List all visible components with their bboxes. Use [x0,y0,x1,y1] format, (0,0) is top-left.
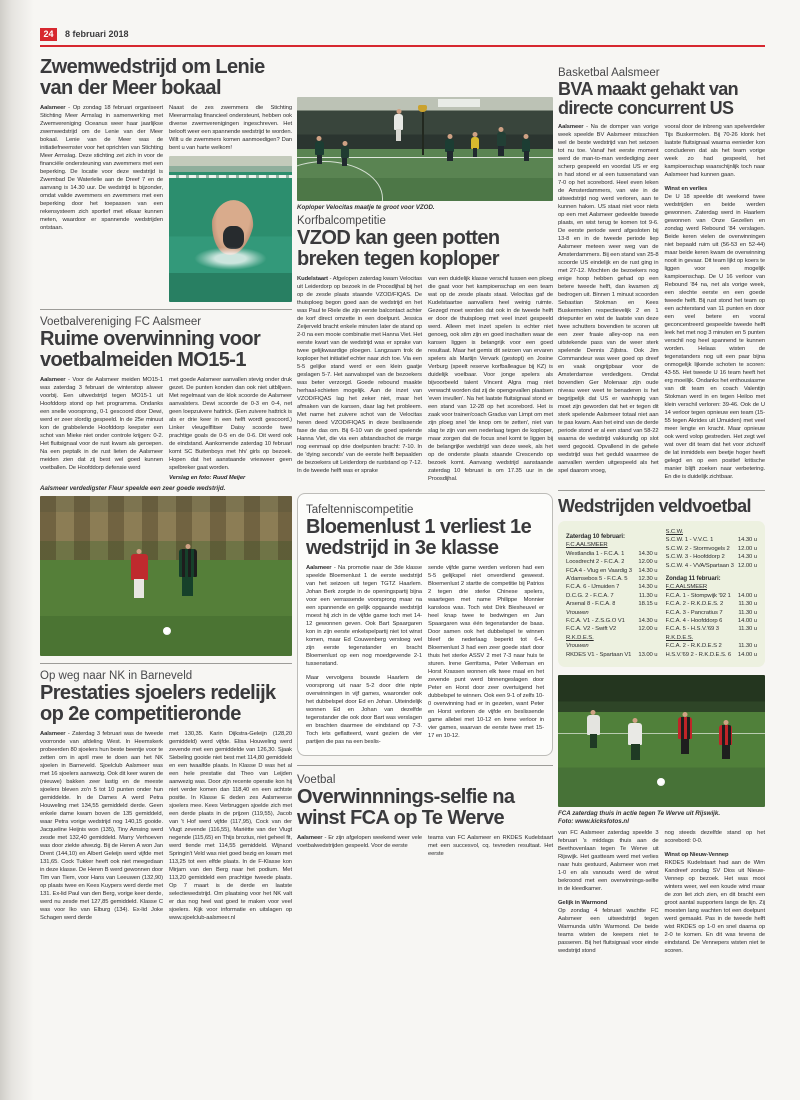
fixture-row: F.C.A. 5 - H.S.V.'69 3 11.30 u [665,626,757,633]
page-date: 8 februari 2018 [65,29,129,39]
fixture-row: F.C.A. 6 - IJmuiden 7 14.30 u [566,584,658,591]
fixture-row: F.C.A. 4 - Hoofddorp 6 14.00 u [665,618,757,625]
middle-column [297,57,553,955]
zwem-col2: Naast de zes zwemmers die Stichting Meerarmslag financieel ondersteunt, hebben ook diverse zwemverenigingen ingeschreven. Het belooft weer een spannende wedstrijd te worden. Wilt u de zwemmers komen aanmoedigen? Dan bent u van harte welkom! [169,104,292,302]
zwem-col1: Aalsmeer - Op zondag 18 februari organiseert Stichting Meer Armslag in samenwerking met Zwemvereniging Oceanus weer haar jaarlijkse zwemwedstrijd om de Lenie van der Meer bokaal. Lenie van de Meer was de initiatiefneemster voor het oprichten van Stichting Meer Armslag. Deze stichting zet zich in voor de financiële ondersteuning van zwemmers met een beperking. De locatie voor deze wedstrijd is Zwembad De Waterlelie aan de Dreef 7 en de aanvang is 14.30 uur. De wedstrijd is bijzonder, omdat valide zwemmers en zwemmers met een beperking door het toepassen van een rekensysteem zich sportief met elkaar kunnen meten, waardoor er spannende wedstrijden ontstaan. [40,105,164,231]
basketbal-col1: Aalsmeer - Na de domper van vorige week speelde BV Aalsmeer misschien wel de beste wedstrijd van het seizoen tot nu toe. Vanaf het eerste moment werd de man-to-man verdediging zeer scherp gespeeld en voordat US er erg in had stond er al een tussenstand van 7-0 op het scorebord. Heel even leken de Amsterdammers, van wie in de uitwedstrijd nog werd verloren, aan te kunnen haken. US staat niet voor niets op een met Aalsmeer gedeelde tweede plaats, en wist terug te komen tot 9-6. De eerste periode werd afgesloten bij 13-8 en in de tweede periode liep Aalsmeer meteen weer weg van de Amsterdammers. Bij een stand van 25-8 scoorde US eindelijk en de rust ging in met 27-12. Mochten de bezoekers nog enige hoop hebben gehad op een betere tweede helft, dan kwamen zij bedrogen uit. Binnen 1 minuut scoorden Sebastian Stokman en Kees Buskermolen respectievelijk 2 en 1 driepunter en wist de laatste van deze twee schutters bovendien te scoren uit een zeer fraaie alley-oop na een uitstekende pass van de weer sterk spelende Dennis Zijlstra. Ook Jim Commandeur was weer goed op dreef en vaak ongrijpbaar voor de Amsterdamse verdedigers. Omdat bovendien Ger Molenaar zijn oude niveau weer weet te benaderen is het begrijpelijk dat US er wanhopig van moet zijn geworden dat het er tegen dit sterk spelende Aalsmeer totaal niet aan te pas kwam. Aan het eind van de derde periode stond er al een stand van 58-22 waarna de wedstrijd vakkundig op slot werd gegooid. Opvallend in de gehele wedstrijd was het geduld waarmee de aanvallen werden uitgespeeld als het spel daarom vroeg, [558,124,659,474]
fixtures-sunday-column [666,528,758,659]
swimmer-trunks [223,226,244,249]
article-korfbal [297,97,553,483]
fixture-row: D.C.G. 2 - F.C.A. 7 11.30 u [566,592,658,599]
player-green-striped [179,549,197,577]
player-dark-3 [445,139,454,152]
fixture-row: Arsenal 8 - F.C.A. 8 18.15 u [566,601,658,608]
article-sjoelers [40,670,292,922]
header-red-rule [40,45,765,47]
sjoelen-col1: Aalsmeer - Zaterdag 3 februari was de tweede voorronde van afdeling West. In Heemskerk probeerden 80 sjoelers hun beste beentje voor te zetten om in april mee te doen aan het NK sjoelen in Barneveld. Sjoelclub Aalsmeer was met 16 sjoelers aanwezig. Ook dit keer waren de (nieuwe) bakken zeer lastig en de meeste sjoelers bleven zo'n 5 tot 10 punten onder hun gemiddelde. In de Dames A werd Petra Houweling met 134,55 gemiddeld derde. Geen enkele dame kwam boven de 135 gemiddeld, waar Petra vorige wedstrijd nog 140,15 gooide. Jacqueline Heijnis won (135), Tiny Amsing werd zesde met 132,40 gemiddeld. Marry Verhoeven was door ziekte afwezig. Bij de Heren A won Jan Drent (144,10) en Albert Geleijn werd vijfde met 131,65. Cock Tukker heeft ook niet meegedaan in deze klasse. De Heren B werd gewonnen door Tim van Tiem, voor Hans van Leeuwen (132,90) op plaats twee en Kees Kuypers werd derde met 131. Ex-lid Paul van den Berg, vorige keer derde, werd nu zesde met 127,85 gemiddeld. Klasse C was voor Iko van Elburg (134). Ex-lid Joke Schagen werd derde [40,731,163,921]
player-white-2 [628,723,642,745]
fca-photo-caption: FCA zaterdag thuis in actie tegen Te Werve uit Rijswijk. Foto: www.kicksfotos.nl [558,810,721,826]
newspaper-page [40,26,765,955]
korf-pole [422,105,424,155]
player-red [131,554,148,580]
fixture-row: S.C.W. 4 - VVA/Spartaan 3 12.00 u [665,562,757,569]
voetbal-col2: teams van FC Aalsmeer en RKDES Kudelstaart met een succesvol, cq. tevreden resultaat. Het eerste [428,835,553,857]
voetbal-kicker: Voetbal [297,774,336,786]
meiden-photo-caption: Aalsmeer verdedigster Fleur speelde een zeer goede wedstrijd. [40,485,226,492]
voetbal-headline: Overwinnnings-selfie na winst FCA op Te Werve [297,786,515,829]
fixture-row: A'damsebos 5 - F.C.A. 5 12.30 u [566,576,658,583]
fixture-row: F.C.A. V1 - Z.S.G.O V1 14.30 u [566,618,658,625]
korfbal-kicker: Korfbalcompetitie [297,215,386,227]
voetbal-col1: Aalsmeer - Er zijn afgelopen weekend weer vele voetbalwedstrijden gespeeld. Voor de eerste [297,835,423,849]
player-dark-5 [522,139,530,152]
section-divider [40,309,292,310]
swimmer-photo [169,156,292,302]
player-redblack-1 [678,717,692,739]
korfbal-col1: Kudelstaart - Afgelopen zaterdag kwam Velocitas uit Leiderdorp op bezoek in de Proosdijhal bij het op de zesde plaats staande VZOD/FIQAS. De thuisploeg begon goed aan de wedstrijd en het was Paul te Riele die zijn eerste balcontact achter de korf direct omzette in een doelpunt. Jessica Zeijerveld bracht enkele minuten later de stand op 2-0 na een mooie combinatie met Hanna Viet. Het eerste kwart van de wedstrijd was er sprake van twee gelijkwaardige ploegen. Langzaam trok de koploper het initiatief echter naar zich toe. Via een 5-5 gelijke stand werd er een klein gaatje geslagen 5-7. Het aanvalsspel van de bezoekers was beter verzorgd. Goede rebound maakte herhaal-schieten mogelijk. Aan de inzet van VZOD/FIQAS lag het zeker niet, maar het afmaken van de kansen, daar lag het probleem. Met name het zuivere schot van de Velocitas heren deed VZOD/FIQAS in deze beslissende fase de das om. Bij 6-10 van de goed spelende Hanna Viet, die via een afstandsschot de marge nog eenmaal op drie doelpunten bracht: 7-10. In de 'dying seconds' van de eerste helft bepaalden de bezoekers uit Leiderdorp de ruststand op 7-12. In de tweede helft was er sprake [297,276,423,474]
fixture-row: FCA 4 - Vlug en Vaardig 3 14.30 u [566,567,658,574]
player-white-1 [587,715,600,735]
nieuw-vennep-subhead: Winst op Nieuw-Vennep [664,852,729,859]
fixtures-box [558,521,765,667]
korfbal-col2: van een duidelijk klasse verschil tussen een ploeg die gaat voor het kampioenschap en een team wat op de zesde plaats staat. Velocitas gaf de Kudelstaartse aanvallers heel weinig ruimte. Gezegd moet worden dat ook in de tweede helft er door de thuisploeg met veel inzet gespeeld werd. Alleen met inzet spelen is echter niet genoeg, ook slim zijn en goed inschatten waar de kansen liggen is belangrijk voor een goed resultaat. Maar het gemis dit seizoen van ervaren spelers als Martijn Vervark (gestopt) en Josine Verburg (speelt reserve korfballeague bij KZ) is duidelijk voelbaar. Voor jonge spelers als bijvoorbeeld talent Vincent Algra mag niet verwacht worden dat zij de opengevallen plaatsen 'even invullen'. Na het laatste fluitsignaal stond er een stand van 12-28 op het scorebord. Het is zaak voor trainer/coach Gradus van Limpt om met zijn ploeg snel 'de knop om te zetten', niet van slag te zijn van een nederlaag tegen de koploper, maar zorgen dat de focus snel komt te liggen bij de belangrijke wedstrijd van deze week, als het op de onderste plaats staande Crescendo op bezoek komt. Aanvang wedstrijd aanstaande zaterdag 10 februari is om 17.35 uur in de Proosdijhal. [428,276,553,482]
korfbal-hall-photo [297,97,553,201]
right-column [558,57,765,955]
fca-credit: Verslag en foto: Ruud Meijer [169,475,246,481]
sjoelen-kicker: Op weg naar NK in Barneveld [40,670,193,682]
player-dark-4 [497,132,506,146]
zwem-headline: Zwemwedstrijd om Lenie van der Meer bokaal [40,56,265,99]
fca-kicker: Voetbalvereniging FC Aalsmeer [40,316,202,328]
fixture-row: RKDES V1 - Spartaan V1 13.00 u [566,651,658,658]
fca-photo-credit: Foto: www.kicksfotos.nl [558,818,629,826]
sponsor-board [438,99,480,107]
player-dark-2 [341,146,349,158]
basketbal-col2: vooral door de inbreng van spelverdeler Tijs Buskermolen. Bij 70-26 klonk het laatste fluitsignaal waarna eenieder kon concluderen dat als het team vorige week zo had gespeeld, het kampioenschap waarschijnlijk toch naar Aalsmeer had kunnen gaan. Winst en verlies De U 18 speelde dit weekend twee wedstrijden en beide werden gewonnen. Zaterdag werd in Haarlem gewonnen van Onze Gezellen en zondag werd Rebound '84 verslagen. Beide keren vielen de overwinningen niet bepaald ruim uit (56-53 en 52-44) maar beide keren kwam de overwinning nooit in gevaar. Dit team lijkt op koers te liggen voor een mogelijk kampioenschap. De U 16 verloor van Rebound '84 na, net als vorige week, een slechte eerste en een goede tweede helft. Bij rust stond het team op een achterstand van 11 punten en door een veel betere en vooral geconcentreerd gespeelde tweede helft leek het met nog 3 minuten en 5 punten verschil nog heel spannend te kunnen worden. Helaas wisten de tegenstanders nog uit een paar bijna onmogelijk lijkende schoten te scoren: 43-55. Het tweede U 16 team heeft het erg moeilijk. Ondanks het enthousiasme van dit team en coach Valentijn Stokman werd in en tegen Heiloo met klein verschil verloren: 39-46. Ook de U 14 verloor tegen opnieuw een team (15-55 tegen Akrides uit IJmuiden) met veel meer lengte en kracht. Maar opnieuw ook werd volop gestreden. Het zegt wel wat over dit team dat het voor zichzelf de lat inmiddels een beetje hoger heeft gelegd en op een positief kritische manier blijft zoeken naar verbetering. En die is duidelijk zichtbaar. [664,124,765,480]
article-voetbal-selfie [297,765,553,858]
fixture-row: Loosdrecht 2 - F.C.A. 2 12.00 u [566,559,658,566]
player-redblack-2 [719,725,732,745]
fixture-row: F.C.AALSMEER [566,542,608,549]
fixture-row: S.C.W. [665,529,684,535]
fixture-row: S.C.W. 2 - Stormvogels 2 12.00 u [665,545,757,552]
fixtures-section [558,490,765,667]
basketbal-kicker: Basketbal Aalsmeer [558,67,660,79]
fixture-row: F.C.A. V2 - Swift V2 12.00 u [566,626,658,633]
basketbal-headline: BVA maakt gehakt van directe concurrent US [558,79,739,118]
tafeltennis-kicker: Tafeltenniscompetitie [306,504,414,516]
fixture-row: R.K.D.E.S. [566,634,594,641]
fca-match-photo [558,675,765,807]
fixture-row: F.C.A. 2 - R.K.D.E.S 2 11.30 u [665,643,757,650]
court-line [297,157,553,158]
football [163,627,171,635]
article-voetbalmeiden [40,316,292,656]
scan-edge-shadow [0,0,38,1100]
fca-col1: Aalsmeer - Voor de Aalsmeer meiden MO15-1 was zaterdag 3 februari de winterstop alweer voorbij. Een uitwedstrijd tegen MO15-1 uit Hoofddorp stond op het programma. Ondanks een snelle voorsprong, 0-1 gescoord door Dewi, werd er zeer slordig gespeeld. In de 25e minuut kon de grabbelende Hoofddorp keepster een schot van Mieke niet onder controle krijgen: 0-2. Het fluitsignaal voor de rust kwam als geroepen. Na een peptalk in de rust lieten de Aalsmeer meiden zien dat zij best wel goed kunnen voetballen. De Hoofddorp defensie werd [40,377,163,471]
water-splash [194,247,268,270]
fixture-row: Westlandia 1 - F.C.A. 1 14.30 u [566,550,658,557]
page-header [40,26,765,42]
fixtures-saturday-column [566,528,658,659]
fixtures-title: Wedstrijden veldvoetbal [558,496,751,516]
fixture-row: H.S.V.'69 2 - R.K.D.E.S. 6 14.00 u [665,651,757,658]
fixture-row: F.C.AALSMEER [665,584,708,591]
football [657,778,665,786]
sjoelen-headline: Prestaties sjoelers redelijk op 2e competitieronde [40,682,276,725]
fixture-row: Zaterdag 10 februari: [566,533,625,540]
meiden-football-photo [40,496,292,656]
fixture-row: Zondag 11 februari: [665,575,721,583]
lane-rope [169,175,292,178]
fixture-row: Vrouwen [566,643,589,650]
autumn-trees-backdrop [40,496,292,560]
court-arc [297,161,383,201]
fca-col2: met goede Aalsmeer aanvallen stevig onder druk gezet. De punten konden dan ook niet uitblijven. Met regelmaat van de klok scoorde de Aalsmeer aanvalsters. Dewi scoorde de 0-3 en 0-4, net geen loepzuivere hattrick. (Een zuivere hattrick is als er drie keer in een helft wordt gescoord.) Linker vleugelflitser Daisy scoorde twee prachtige goals de 0-5 en de 0-6. Dit werd ook de eindstand. Aankomende zaterdag 10 februari komt SC Buitenboys met hh/ girls op bezoek. Hopen dat het aanstaande vriesweer geen spelbreker gaat worden. Verslag en foto: Ruud Meijer [169,377,292,481]
basketbal-subhead: Winst en verlies [664,186,708,192]
player-jumping-white [394,114,403,130]
player-yellow [471,137,479,149]
fixture-row: F.C.A. 2 - R.K.D.E.S. 2 11.30 u [665,601,757,608]
left-column [40,57,292,955]
section-divider [40,663,292,664]
fca-headline: Ruime overwinning voor voetbalmeiden MO15-1 [40,328,261,371]
korfbal-headline: VZOD kan geen potten breken tegen koploper [297,227,500,270]
fixture-row: F.C.A. 3 - Pancratius 7 11.30 u [665,609,757,616]
fixture-row: Vrouwen [566,609,589,616]
article-zwemwedstrijd [40,57,292,302]
fixture-row: S.C.W. 3 - Hoofddorp 2 14.30 u [665,554,757,561]
player-dark-1 [315,141,324,155]
fixture-row: S.C.W. 1 - V.V.C. 1 14.30 u [665,537,757,544]
voetbal-continuation [558,829,765,955]
voetbal-cont-col1: van FC Aalsmeer zaterdag speelde 3 februari 's middags thuis aan de Beethovenlaan tegen Te Werve uit Rijswijk. Het gastteam werd met verlies naar huis gestuurd, Aalsmeer won met 1-0 en als vanouds werd de winst bekroond met een overwinnings-selfie in de kleedkamer. Gelijk in Warmond Op zondag 4 februari wachtte FC Aalsmeer een uitwedstrijd tegen Warmunda uit/in Warmond. De beide teams wisten de keepers niet te passeren. Bij het fluitsignaal voor einde wedstrijd stond [558,830,659,955]
tafeltennis-headline: Bloemenlust 1 verliest 1e wedstrijd in 3e klasse [306,516,532,559]
korf-basket [418,105,427,112]
fixture-row: R.K.D.E.S. [665,634,694,641]
page-number: 24 [40,28,57,41]
warmond-subhead: Gelijk in Warmond [558,900,608,907]
tafeltennis-col1: Aalsmeer - Na promotie naar de 3de klasse speelde Bloemenlust 1 de eerste wedstrijd van het seizoen uit tegen TGTZ Haarlem. Johan Berk zorgde in de openingspartij bijna voor een verrassende voorsprong maar na een spannende en gelijk opgaande wedstrijd moest hij zich in de vijfde game toch met 14-12 gewonnen geven. Ook Bart Spaargaren kon in zijn eerste enkelspelpartij niet tot winst komen, maar Ed Couwenberg versloeg wel zijn eerste tegenstander en bracht Bloemenlust op een nog moedgevende 2-1 tussenstand. Maar vervolgens bouwde Haarlem de voorsprong uit naar 5-2 door drie nipte overwinningen in vijf games, waaronder ook het dubbelspel door Ed en Johan. Uiteindelijk wonnen Ed en Johan van dezelfde tegenstander die ook door Bart was verslagen en brachten daarmee de eindstand op 7-3. Toch iets geflatteerd, want gezien de vier partijen die pas na een beslis- [306,565,423,745]
korfbal-photo-caption: Koploper Velocitas maatje te groot voor VZOD. [297,204,435,211]
article-basketbal [558,67,765,481]
tafeltennis-col2: sende vijfde game werden verloren had een 5-5 gelijkspel niet onverdiend geweest. Bloemenlust 2 startte de competitie bij Patrios 2 tegen drie sterke Chinese spelers, waartegen met name Philippe Monnier kansloos was. Toch wist Dirk Biesheuvel er heel knap twee te bedwingen en Jan Spaargaren was één tegenstander de baas. Door samen ook het dubbelspel te winnen bleef de nederlaag beperkt tot 6-4. Bloemenlust 3 had een zeer goede start door thuis het sterke ASSV 2 met 7-3 naar huis te sturen. Irene Gerritsma, Peter Velleman en Horst Krassen wonnen elk twee maal en het zevende punt werd binnengeslagen door Peter en Horst door zeer overtuigend het dubbelspel te winnen. Ook een 9-1 of zelfs 10-0 overwinning had er in gezeten, want Peter en Horst verloren de vijfde en beslissende game allebei met 10-12 en Irene verloor in vier games, waarvan de eerste twee met 15-17 en 10-12. [428,565,544,739]
sjoelen-col2: met 130,35. Karin Dijkstra-Geleijn (128,20 gemiddeld) werd vijfde. Elisa Houweling werd zevende met een gemiddelde van 126,30. Sjaak Siebeling gooide niet best met 114,80 gemiddeld en een twaalfde plaats. In Klasse D was het al een hele prestatie dat Theo van Leijden aanwezig was. Door zijn recente operatie kon hij niet verder komen dan 118,40 en een achtste positie. In Klasse E deden zes Aalsmeerse sjoelers mee. Kees Verbruggen sjoelde zich met een derde plaats in de prijzen (119,55), Jacob van 't Hof werd vijfde (117,95), Cock van der Vlugt zevende (116,55), Mariëtte van der Vlugt negende (115,65) en Thijs brozius, niet geheel fit, werd tiende met 114,55 gemiddeld. Wijnand Springin't Veld was niet goed bezig en kwam met 113,25 tot een elfde plaats. In de F-Klasse kon Mirjam van den Berg naar het podium. Met 113,20 gemiddeld een prachtige tweede plaats. Op 7 maart is de derde en laatste selectiewedstrijd. Om plaatsing voor het NK valt er dus nog heel wat goed te maken voor veel sjoelers. Kijk voor informatie en uitslagen op www.sjoelclub-aalsmeer.nl [169,731,292,921]
voetbal-cont-col2: nog steeds dezelfde stand op het scorebord: 0-0. Winst op Nieuw-Vennep RKDES Kudelstaart had aan de Wim Kandreef zondag SV Dios uit Nieuw-Vennep op bezoek. Het was mooi winters weer, wel een koude wind maar de zon liet zich zien, en dit bracht een groot aantal supporters langs de lijn. Zij moesten lang wachten tot een doelpunt werd gemaakt. Pas in de tweede helft wist RKDES op 1-0 en snel daarna op 2-0 te komen. En dit was tevens de eindstand. De Vennepers wisten niet te scoren. [664,830,765,955]
article-tafeltennis [297,493,553,756]
fca-photo-section [558,675,765,955]
fixture-row: F.C.A. 1 - Stompwijk '92 1 14.00 u [665,592,757,599]
